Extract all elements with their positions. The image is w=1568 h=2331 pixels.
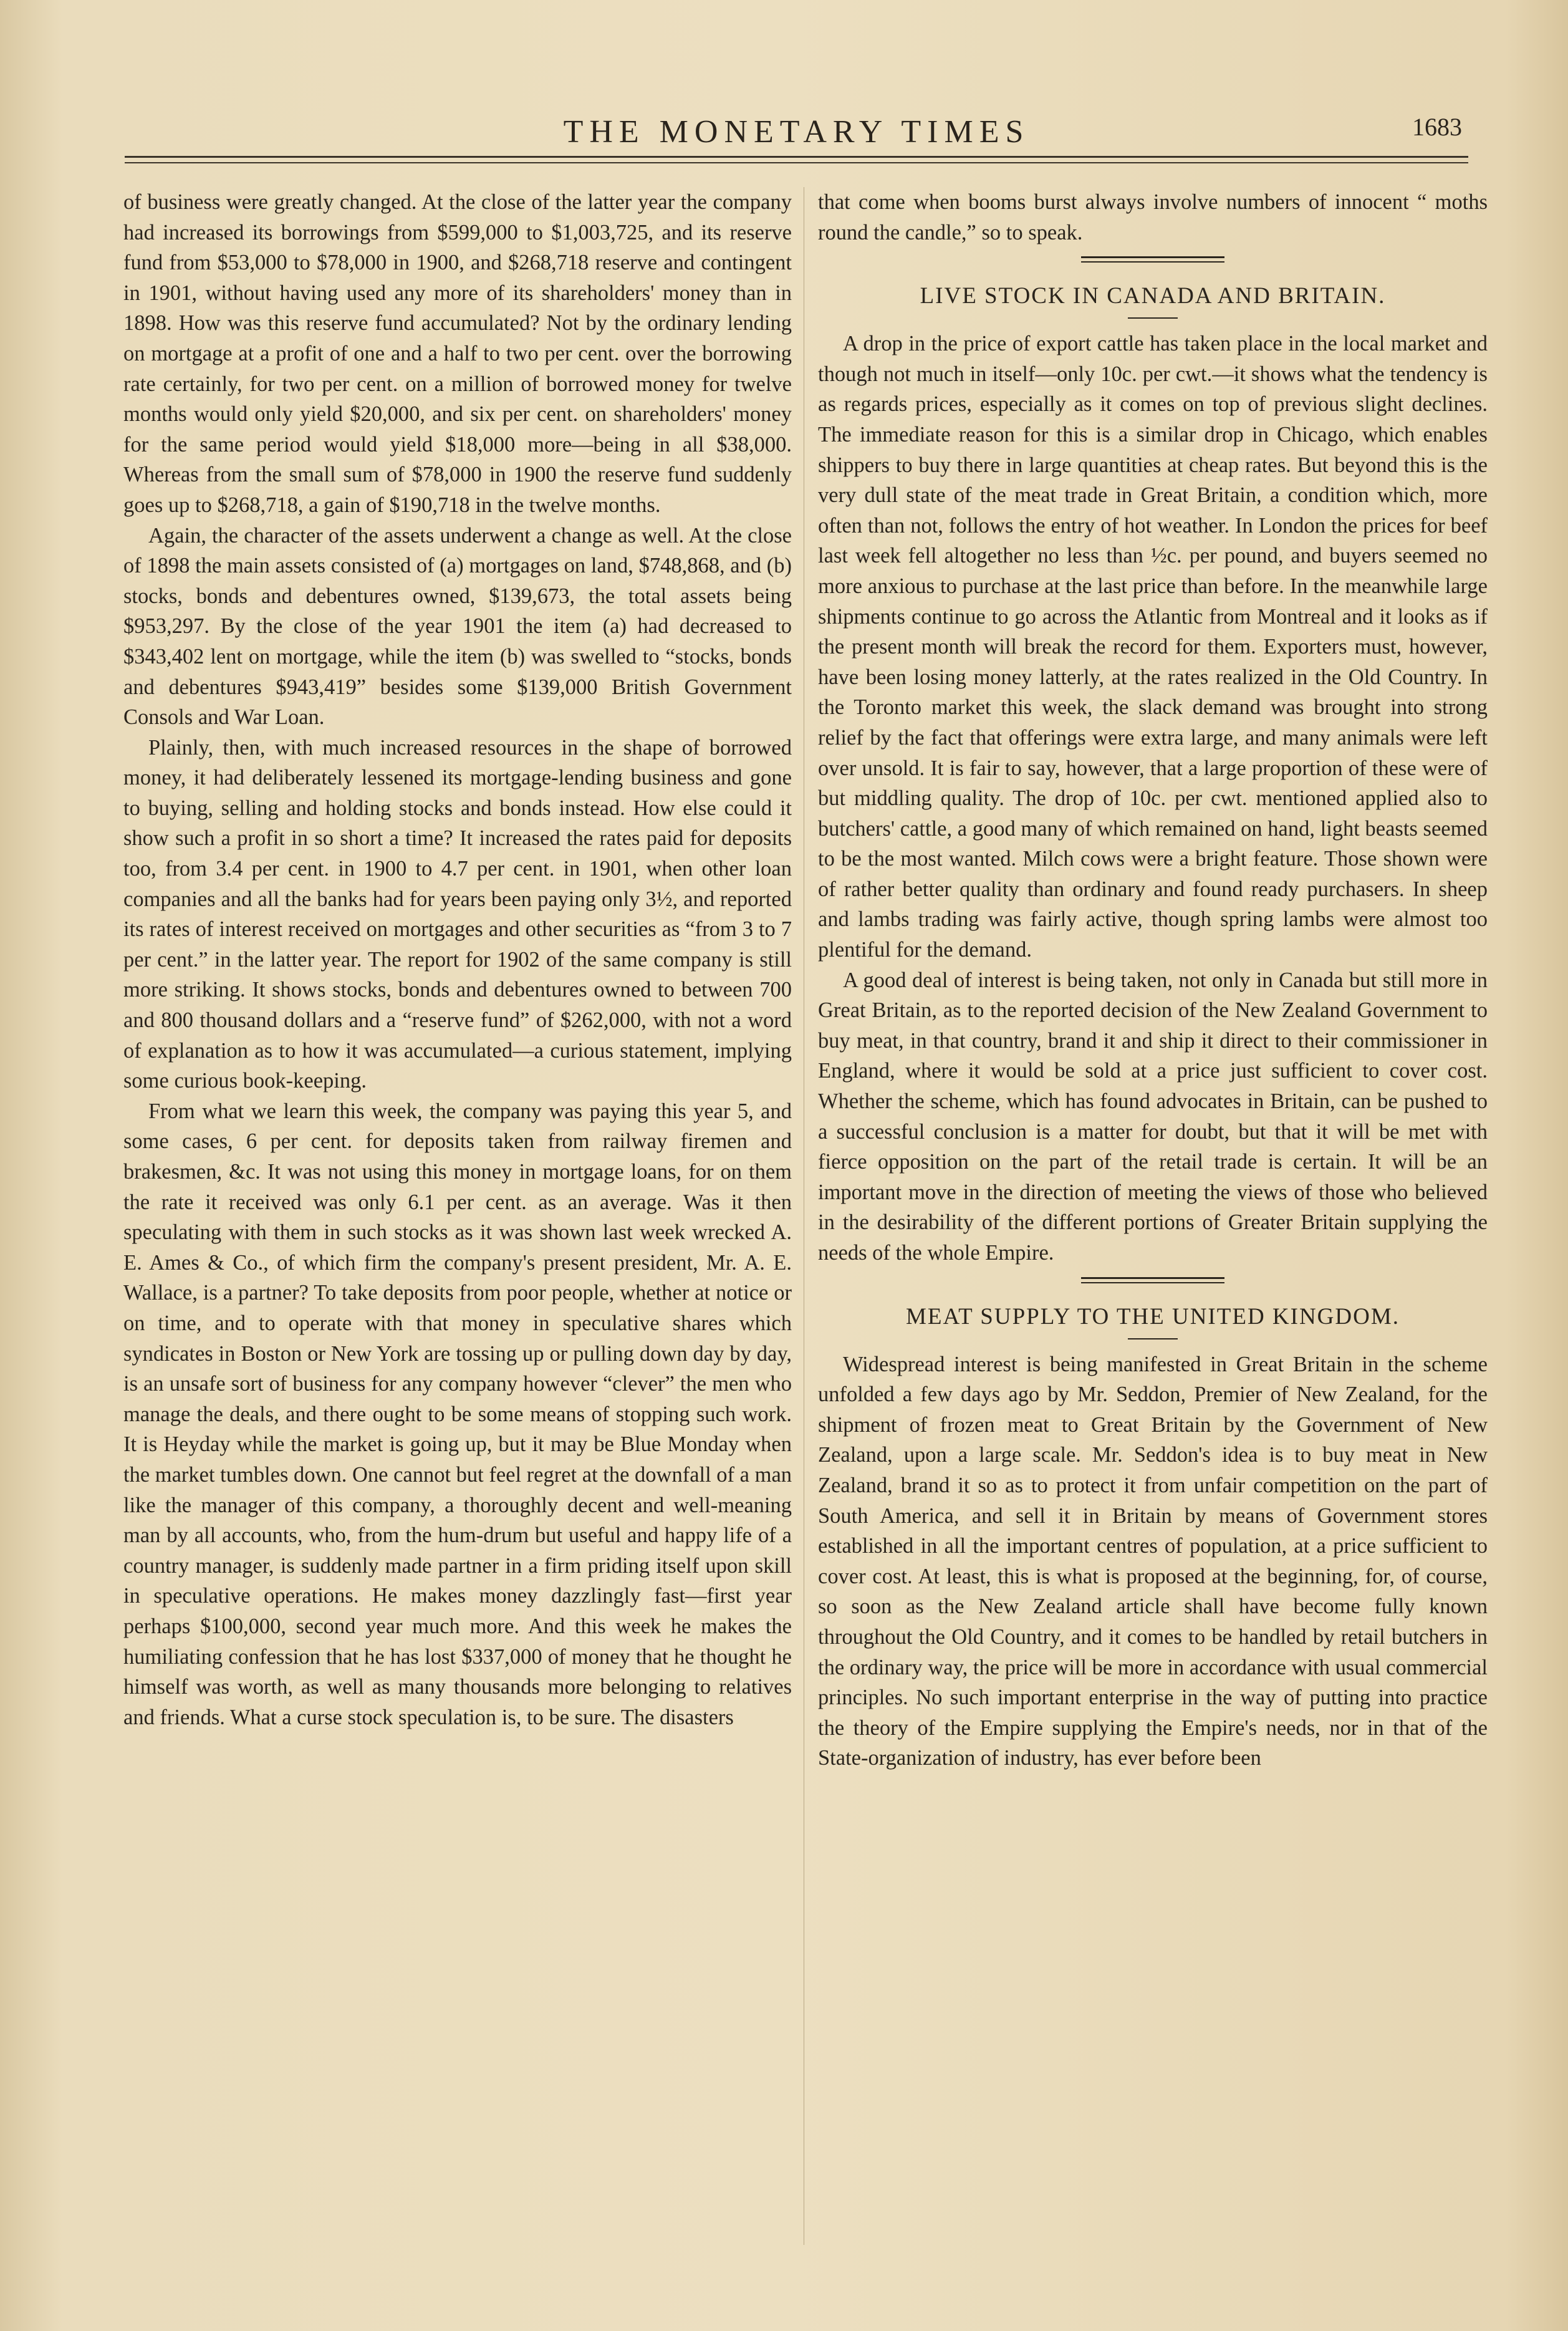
article-paragraph: Again, the character of the assets underwent a change as well. At the close of 1898 the main assets consisted of (a) mortgages on land, $748,868, and (b) stocks, bonds and debentures owned, $139,673, the total assets being $953,297. By the close of the year 1901 the item (a) had decreased to $343,402 lent on mortgage, while the item (b) was swelled to “stocks, bonds and debentures $943,419” besides some $139,000 British Government Consols and War Loan. xyxy=(123,523,792,730)
page-header xyxy=(125,94,1468,168)
heading-rule xyxy=(1128,317,1178,319)
article-paragraph: Plainly, then, with much increased resources in the shape of borrowed money, it had deliberately lessened its mortgage-lending business and gone to buying, selling and holding stocks and bonds instead. How else could it show such a profit in so short a time? It increased the rates paid for deposits too, from 3.4 per cent. in 1900 to 4.7 per cent. in 1901, when other loan companies and all the banks had for years been paying only 3½, and reported its rates of interest received on mortgages and other securities as “from 3 to 7 per cent.” in the latter year. The report for 1902 of the same company is still more striking. It shows stocks, bonds and debentures owned to between 700 and 800 thousand dollars and a “reserve fund” of $262,000, with not a word of explanation as to how it was accumulated—a curious statement, implying some curious book-keeping. xyxy=(123,735,792,1093)
section-heading-live-stock: LIVE STOCK IN CANADA AND BRITAIN. xyxy=(920,283,1386,309)
left-column xyxy=(123,187,792,1732)
heading-rule xyxy=(1128,1338,1178,1339)
section-heading-meat-supply: MEAT SUPPLY TO THE UNITED KINGDOM. xyxy=(906,1303,1400,1330)
running-title: THE MONETARY TIMES xyxy=(563,114,1030,150)
article-paragraph: From what we learn this week, the company was paying this year 5, and some cases, 6 per cent. for deposits taken from railway firemen and brakesmen, &c. It was not using this money in mortgage loans, for on them the rate it received was only 6.1 per cent. as an average. Was it then speculating with them in such stocks as it was shown last week wrecked A. E. Ames & Co., of which firm the company's present president, Mr. A. E. Wallace, is a partner? To take deposits from poor people, whether at notice or on time, and to operate with that money in speculative shares which syndicates in Boston or New York are tossing up or pulling down day by day, is an unsafe sort of business for any company however “clever” the men who manage the deals, and there ought to be some means of stopping such work. It is Heyday while the market is going up, but it may be Blue Monday when the market tumbles down. One cannot but feel regret at the downfall of a man like the manager of this company, a thoroughly decent and well-meaning man by all accounts, who, from the hum-drum but useful and happy life of a country manager, is suddenly made partner in a firm priding itself upon skill in speculative operations. He makes money dazzlingly fast—first year perhaps $100,000, second year much more. And this week he makes the humiliating confession that he has lost $337,000 of money that he thought he himself was worth, as well as many thousands more belonging to relatives and friends. What a curse stock speculation is, to be sure. The disasters xyxy=(123,1099,792,1729)
section-rule xyxy=(1081,256,1224,263)
article-paragraph: A drop in the price of export cattle has taken place in the local market and though not much in itself—only 10c. per cwt.—it shows what the tendency is as regards prices, especially as it comes on top of previous slight declines. The immediate reason for this is a similar drop in Chicago, which enables shippers to buy there in large quantities at cheap rates. But beyond this is the very dull state of the meat trade in Great Britain, a condition which, more often than not, follows the entry of hot weather. In London the prices for beef last week fell altogether no less than ½c. per pound, and buyers seemed no more anxious to purchase at the last price than before. In the meanwhile large shipments continue to go across the Atlantic from Montreal and it looks as if the present month will break the record for them. Exporters must, however, have been losing money latterly, at the rates realized in the Old Country. In the Toronto market this week, the slack demand was brought into strong relief by the fact that offerings were extra large, and many animals were left over unsold. It is fair to say, however, that a large proportion of these were of but middling quality. The drop of 10c. per cwt. mentioned applied also to butchers' cattle, a good many of which remained on hand, light beasts seemed to be the most wanted. Milch cows were a bright feature. Those shown were of rather better quality than ordinary and found ready purchasers. In sheep and lambs trading was fairly active, though spring lambs were almost too plentiful for the demand. xyxy=(818,332,1488,962)
article-continuation: that come when booms burst always involve numbers of innocent “ moths round the candle,” so to speak. xyxy=(818,190,1488,244)
page-number: 1683 xyxy=(1412,113,1462,141)
header-rule xyxy=(125,162,1468,163)
header-rule xyxy=(125,156,1468,158)
section-rule xyxy=(1081,1277,1224,1283)
article-paragraph: of business were greatly changed. At the close of the latter year the company had increased its borrowings from $599,000 to $1,003,725, and its reserve fund from $53,000 to $78,000 in 1900, and $268,718 reserve and contingent in 1901, without having used any more of its shareholders' money than in 1898. How was this reserve fund accumulated? Not by the ordinary lending on mortgage at a profit of one and a half to two per cent. over the borrowing rate certainly, for two per cent. on a million of borrowed money for twelve months would only yield $20,000, and six per cent. on shareholders' money for the same period would yield $18,000 more—being in all $38,000. Whereas from the small sum of $78,000 in 1900 the reserve fund suddenly goes up to $268,718, a gain of $190,718 in the twelve months. xyxy=(123,190,792,517)
right-column xyxy=(818,187,1488,1774)
article-paragraph: A good deal of interest is being taken, not only in Canada but still more in Great Britain, as to the reported decision of the New Zealand Government to buy meat, in that country, brand it and ship it direct to their commissioner in England, where it would be sold at a price just sufficient to cover cost. Whether the scheme, which has found advocates in Britain, can be pushed to a successful conclusion is a matter for doubt, but that it will be met with fierce opposition on the part of the retail trade is certain. It will be an important move in the direction of meeting the views of those who believed in the desirability of the different portions of Greater Britain supplying the needs of the whole Empire. xyxy=(818,968,1488,1265)
article-paragraph: Widespread interest is being manifested in Great Britain in the scheme unfolded a few days ago by Mr. Seddon, Premier of New Zealand, for the shipment of frozen meat to Great Britain by the Government of New Zealand, upon a large scale. Mr. Seddon's idea is to buy meat in New Zealand, brand it so as to protect it from unfair competition on the part of South America, and sell it in Britain by means of Government stores established in all the important centres of population, at a price sufficient to cover cost. At least, this is what is proposed at the beginning, for, of course, so soon as the New Zealand article shall have become fully known throughout the Old Country, and it comes to be handled by retail butchers in the ordinary way, the price will be more in accordance with usual commercial principles. No such important enterprise in the way of putting into practice the theory of the Empire supplying the Empire's needs, nor in that of the State-organization of industry, has ever before been xyxy=(818,1352,1488,1770)
